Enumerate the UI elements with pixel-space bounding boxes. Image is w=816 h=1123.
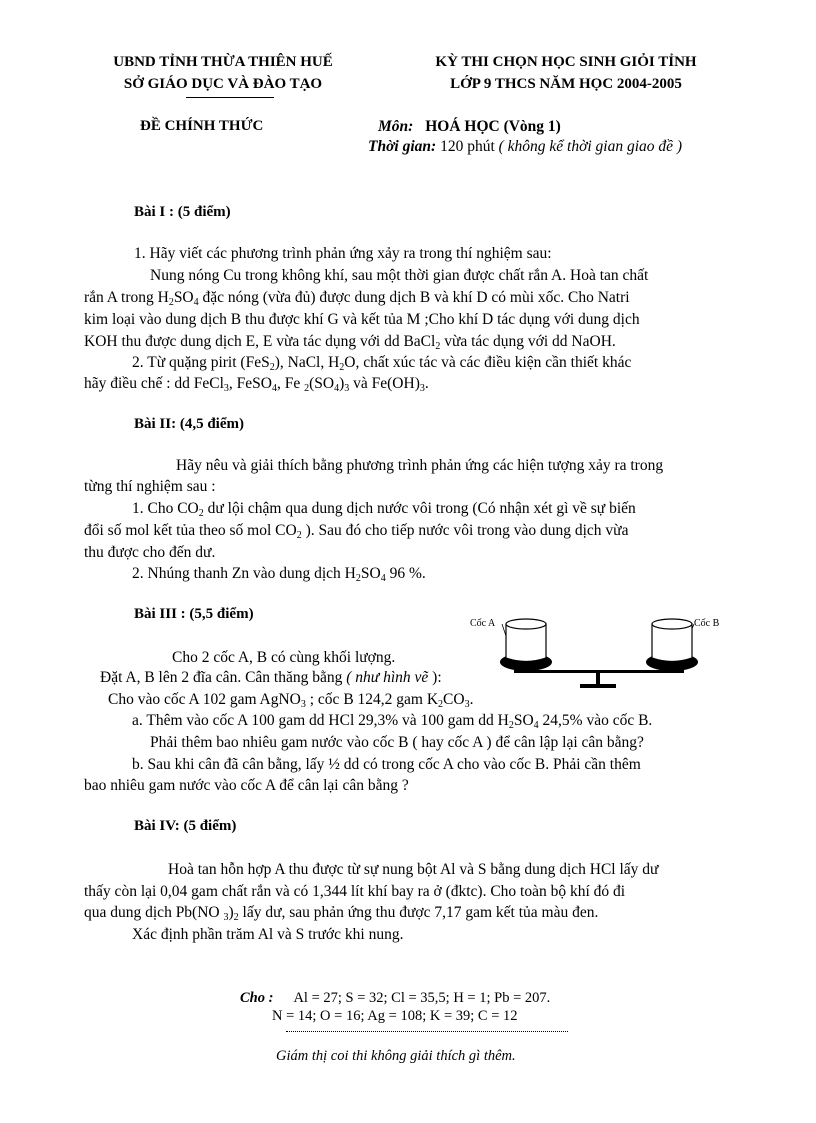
bai3-title: Bài III : (5,5 điểm) <box>134 606 254 622</box>
bai1-q1-line3: kim loại vào dung dịch B thu được khí G và kết tủa M ;Cho khí D tác dụng với dung dịch <box>84 311 640 328</box>
footer-divider <box>286 1031 568 1032</box>
bai2-q1-line3: thu được cho đến dư. <box>84 544 216 561</box>
bai2-q2: 2. Nhúng thanh Zn vào dung dịch $H_2SO_4$ 96 %. <box>132 565 426 584</box>
bai1-q2-line2: hãy điều chế : dd FeCl$_3$, FeSO$_4$, Fe $_2(SO_4)_3$ và $Fe(OH)_3$. <box>84 375 429 394</box>
authority-name: UBND TỈNH THỪA THIÊN HUẾ <box>113 54 333 70</box>
balance-stand <box>596 670 600 686</box>
bai4-line2: thấy còn lại 0,04 gam chất rắn và có 1,344 lít khí bay ra ở (đktc). Cho toàn bộ khí đó đi <box>84 883 626 900</box>
cup-a-label: Cốc A <box>470 618 496 629</box>
bai2-intro-line2: từng thí nghiệm sau : <box>84 478 216 495</box>
subject-line <box>378 118 561 136</box>
bai1-title: Bài I : (5 điểm) <box>134 204 231 220</box>
bai1-q2-line1: 2. Từ quặng pirit (FeS$_2$), NaCl, $H_2O$, chất xúc tác và các điều kiện cần thiết khác <box>132 354 632 373</box>
cup-b-label: Cốc B <box>694 618 720 629</box>
subject-label: Môn: <box>378 118 414 135</box>
bai4-title: Bài IV: (5 điểm) <box>134 818 237 834</box>
bai3-line3: Cho vào cốc A 102 gam AgNO$_3$ ; cốc B 124,2 gam $K_2CO_3$. <box>108 691 474 710</box>
bai4-line1: Hoà tan hỗn hợp A thu được từ sự nung bột Al và S bằng dung dịch HCl lấy dư <box>168 861 659 878</box>
subject-value: HOÁ HỌC (Vòng 1) <box>425 118 561 135</box>
bai4-line3: qua dung dịch Pb(NO $_3)_2$ lấy dư, sau phản ứng thu được 7,17 gam kết tủa màu đen. <box>84 904 599 923</box>
bai3-qa-line1: a. Thêm vào cốc A 100 gam dd HCl 29,3% và 100 gam dd $H_2SO_4$ 24,5% vào cốc B. <box>132 712 653 731</box>
bai1-q1-intro: 1. Hãy viết các phương trình phản ứng xảy ra trong thí nghiệm sau: <box>134 245 552 262</box>
department-name: SỞ GIÁO DỤC VÀ ĐÀO TẠO <box>123 76 323 92</box>
balance-diagram <box>460 610 730 705</box>
time-note: ( không kể thời gian giao đề ) <box>498 138 683 155</box>
exam-grade-year: LỚP 9 THCS NĂM HỌC 2004-2005 <box>450 76 682 92</box>
time-line <box>368 138 682 156</box>
bai2-q1-line2: đổi số mol kết tủa theo số mol $CO_2$ ). Sau đó cho tiếp nước vôi trong vào dung dịch vừa <box>84 522 629 541</box>
footer-note: Giám thị coi thi không giải thích gì thêm. <box>276 1048 516 1064</box>
bai1-q1-line2: rắn A trong $H_2SO_4$ đặc nóng (vừa đủ) được dung dịch B và khí D có mùi xốc. Cho Natri <box>84 289 630 308</box>
bai3-qb-line1: b. Sau khi cân đã cân bằng, lấy ½ dd có trong cốc A cho vào cốc B. Phải cần thêm <box>132 756 641 773</box>
cup-b <box>652 619 692 662</box>
given-line1: Cho : Al = 27; S = 32; Cl = 35,5; H = 1; Pb = 207. <box>240 990 551 1006</box>
bai4-line4: Xác định phần trăm Al và S trước khi nung. <box>132 926 404 943</box>
bai2-q1-line1: 1. Cho $CO_2$ dư lội chậm qua dung dịch nước vôi trong (Có nhận xét gì về sự biến <box>132 500 636 519</box>
time-value: 120 phút <box>440 138 495 155</box>
exam-title: KỲ THI CHỌN HỌC SINH GIỎI TỈNH <box>435 54 697 70</box>
given-line2: N = 14; O = 16; Ag = 108; K = 39; C = 12 <box>272 1008 518 1024</box>
official-exam-label: ĐỀ CHÍNH THỨC <box>140 118 264 134</box>
header-underline <box>186 97 274 98</box>
bai1-q1-line1: Nung nóng Cu trong không khí, sau một thời gian được chất rắn A. Hoà tan chất <box>150 267 649 284</box>
bai3-line2: Đặt A, B lên 2 đĩa cân. Cân thăng bằng ( như hình vẽ ): <box>100 669 442 686</box>
bai2-intro-line1: Hãy nêu và giải thích bằng phương trình phản ứng các hiện tượng xảy ra trong <box>176 457 664 474</box>
bai3-qb-line2: bao nhiêu gam nước vào cốc A để cân lại cân bằng ? <box>84 777 409 794</box>
bai3-line1: Cho 2 cốc A, B có cùng khối lượng. <box>172 649 396 666</box>
time-label: Thời gian: <box>368 138 437 155</box>
bai2-title: Bài II: (4,5 điểm) <box>134 416 244 432</box>
cup-a <box>506 619 546 662</box>
bai1-q1-line4: KOH thu được dung dịch E, E vừa tác dụng với dd BaCl$_2$ vừa tác dụng với dd NaOH. <box>84 333 616 352</box>
bai3-qa-line2: Phải thêm bao nhiêu gam nước vào cốc B ( hay cốc A ) để cân lập lại cân bằng? <box>150 734 644 751</box>
balance-base <box>580 684 616 688</box>
